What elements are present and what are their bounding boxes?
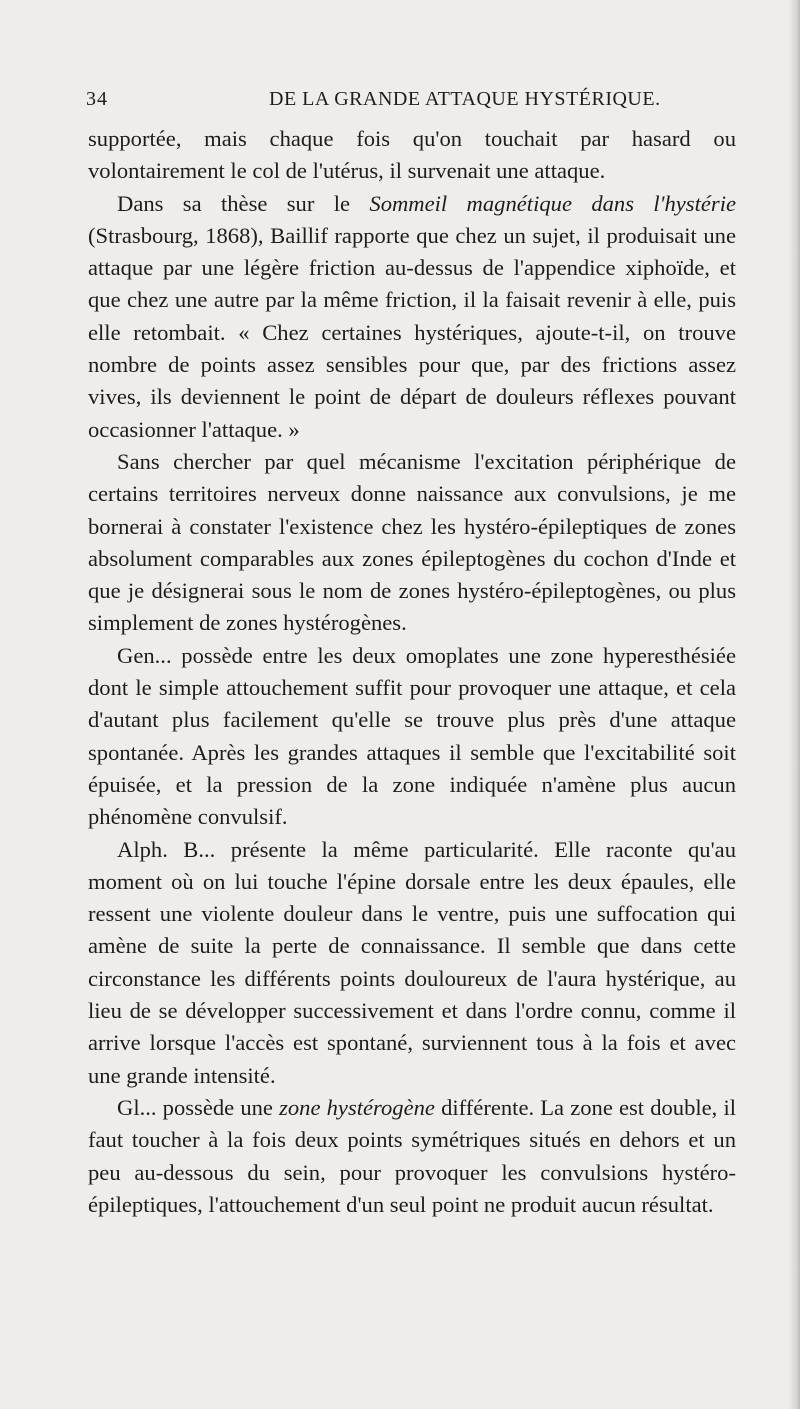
paragraph-alph: Alph. B... présente la même particularité. Elle raconte qu'au moment où on lui touche l'épine dorsale entre les deux épaules, elle ressent une violente douleur dans le ventre, puis une suffocation qui amène de suite la perte de connaissance. Il semble que dans cette circonstance les différents points douloureux de l'aura hystérique, au lieu de se développer successivement et dans l'ordre connu, comme il arrive lorsque l'accès est spontané, surviennent tous à la fois et avec une grande intensité. xyxy=(88,836,736,1088)
page-number: 34 xyxy=(86,88,108,110)
running-title: DE LA GRANDE ATTAQUE HYSTÉRIQUE. xyxy=(269,88,661,110)
paragraph-zones: Sans chercher par quel mécanisme l'excitation périphérique de certains territoires nerveux donne naissance aux convulsions, je me bornerai à constater l'existence chez les hystéro-épileptiques de zones absolument comparables aux zones épileptogènes du cochon d'Inde et que je désignerai sous le nom de zones hystéro-épileptogènes, ou plus simplement de zones hystérogènes. xyxy=(88,448,736,636)
page-edge-shadow xyxy=(788,0,800,1409)
paragraph-baillif xyxy=(88,188,736,446)
paragraph-gl xyxy=(88,1092,736,1221)
body-text xyxy=(88,123,736,1221)
zone-term: zone hystérogène xyxy=(279,1094,435,1120)
paragraph-baillif-rest: (Strasbourg, 1868), Baillif rapporte que chez un sujet, il produisait une attaque par une légère friction au-dessus de l'appendice xiphoïde, et que chez une autre par la même friction, il la faisait revenir à elle, puis elle retombait. « Chez certaines hystériques, ajoute-t-il, on trouve nombre de points assez sensibles pour que, par des frictions assez vives, ils deviennent le point de départ de douleurs réflexes pouvant occasionner l'attaque. » xyxy=(88,222,736,442)
paragraph-gen: Gen... possède entre les deux omoplates une zone hyperesthésiée dont le simple attouchement suffit pour provoquer une attaque, et cela d'autant plus facilement qu'elle se trouve plus près d'une attaque spontanée. Après les grandes attaques il semble que l'excitabilité soit épuisée, et la pression de la zone indiquée n'amène plus aucun phénomène convulsif. xyxy=(88,642,736,830)
paragraph-gl-start: Gl... possède une xyxy=(117,1094,280,1120)
paragraph-baillif-start: Dans sa thèse sur le xyxy=(117,190,370,216)
paragraph-continuation: supportée, mais chaque fois qu'on touchait par hasard ou volontairement le col de l'utérus, il survenait une attaque. xyxy=(88,126,736,184)
page-header xyxy=(86,88,736,116)
paragraph-gl-rest: différente. La zone est double, il faut toucher à la fois deux points symétriques situés en dehors et un peu au-dessous du sein, pour provoquer les convulsions hystéro-épileptiques, l'attouchement d'un seul point ne produit aucun résultat. xyxy=(88,1094,737,1217)
thesis-title: Sommeil magnétique dans l'hystérie xyxy=(369,190,736,216)
